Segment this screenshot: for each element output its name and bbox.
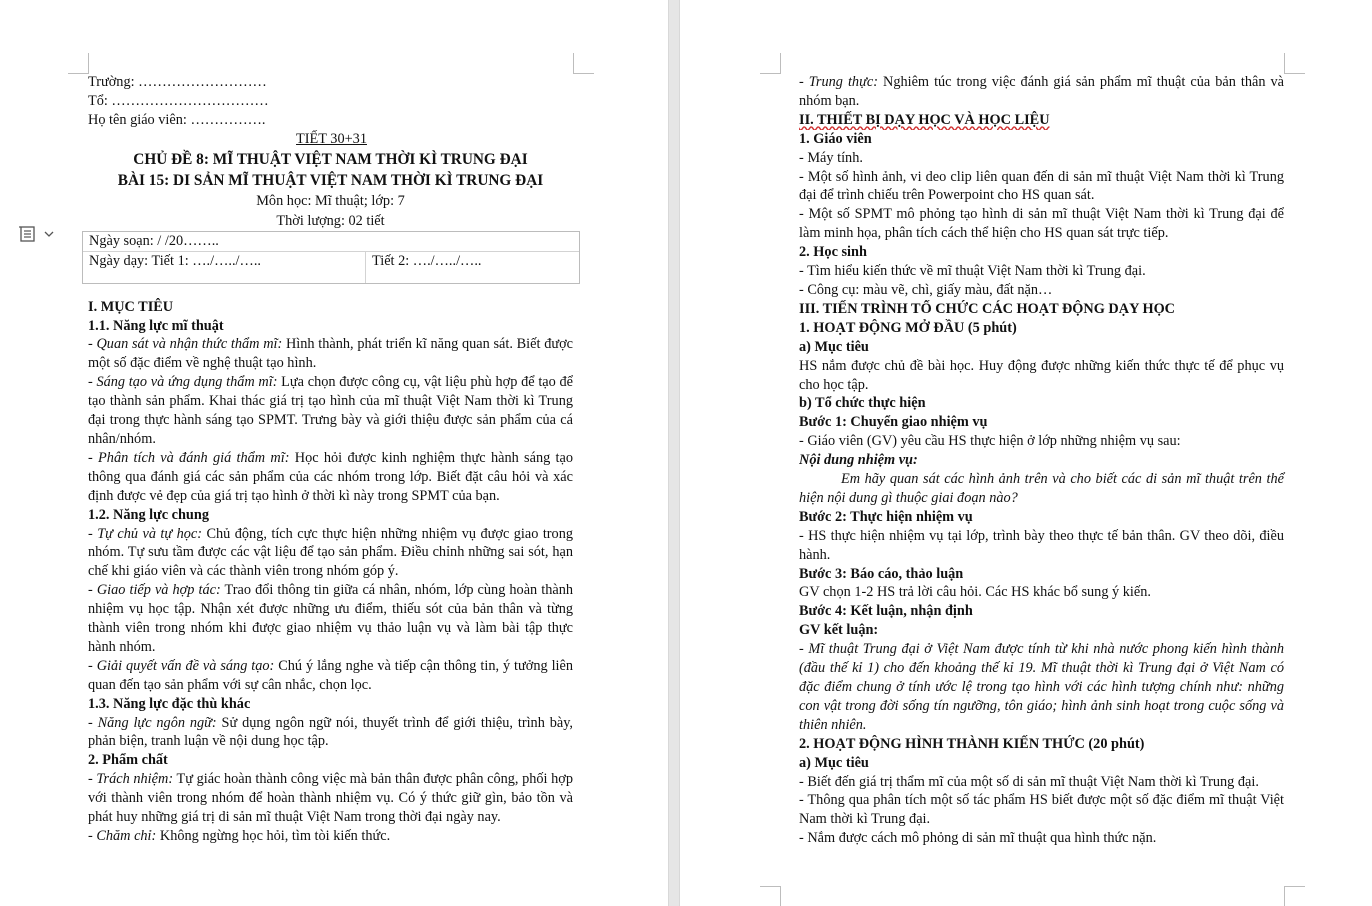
paragraph[interactable] xyxy=(88,770,573,827)
section-heading[interactable]: I. MỤC TIÊU xyxy=(88,298,174,315)
step-heading[interactable]: Bước 4: Kết luận, nhận định xyxy=(799,603,973,620)
paragraph[interactable] xyxy=(88,373,573,449)
paragraph-label: - Trung thực: xyxy=(799,74,878,90)
step-heading[interactable]: Bước 1: Chuyển giao nhiệm vụ xyxy=(799,414,988,431)
paragraph-text: Chú ý lắng nghe và tiếp cận thông tin, ý tưởng liên quan đến tạo sản phẩm với sự cân nhắc, chọn lọc. xyxy=(88,657,574,693)
paragraph-label: - Quan sát và nhận thức thẩm mĩ: xyxy=(88,336,283,353)
paragraph-label: - Trách nhiệm: xyxy=(88,771,174,788)
step-heading[interactable]: Bước 2: Thực hiện nhiệm vụ xyxy=(799,508,973,525)
date-table[interactable] xyxy=(82,231,580,284)
subsection-heading[interactable]: 1.1. Năng lực mĩ thuật xyxy=(88,317,224,334)
subject-line[interactable]: Môn học: Mĩ thuật; lớp: 7 xyxy=(256,192,405,209)
list-item[interactable]: - Công cụ: màu vẽ, chì, giấy màu, đất nặn… xyxy=(799,281,1053,298)
period2-cell[interactable]: Tiết 2: …./…../….. xyxy=(372,252,482,269)
teach-date-cell[interactable]: Ngày dạy: Tiết 1: …./…../….. xyxy=(83,252,366,283)
page-body xyxy=(799,73,1284,848)
paragraph-label: - Tự chủ và tự học: xyxy=(88,525,203,542)
paragraph[interactable]: GV chọn 1-2 HS trả lời câu hỏi. Các HS khác bổ sung ý kiến. xyxy=(799,584,1151,601)
list-item[interactable]: - Máy tính. xyxy=(799,149,863,166)
list-item[interactable]: - Một số SPMT mô phỏng tạo hình di sản mĩ thuật Việt Nam thời kì Trung đại để làm minh họa, phân tích cách thể hiện cho HS quan sát trực tiếp. xyxy=(799,206,1284,242)
crop-mark xyxy=(68,53,89,74)
paragraph-label: - Giao tiếp và hợp tác: xyxy=(88,582,221,599)
subsection-heading[interactable]: 1.3. Năng lực đặc thù khác xyxy=(88,695,251,712)
section-heading[interactable]: II. THIẾT BỊ DẠY HỌC VÀ HỌC LIỆU xyxy=(799,111,1050,128)
school-line[interactable]: Trường: ……………………… xyxy=(88,74,267,90)
page-separator xyxy=(668,0,680,906)
subsection-heading[interactable]: a) Mục tiêu xyxy=(799,754,869,771)
crop-mark xyxy=(760,53,781,74)
paragraph[interactable] xyxy=(88,581,573,657)
table-row xyxy=(83,251,579,283)
paragraph-label: - Sáng tạo và ứng dụng thẩm mĩ: xyxy=(88,374,278,391)
paragraph-text: Không ngừng học hỏi, tìm tòi kiến thức. xyxy=(156,828,391,844)
lesson-number[interactable]: TIẾT 30+31 xyxy=(296,130,367,147)
paragraph-text: Nghiêm túc trong việc đánh giá sản phẩm mĩ thuật của bản thân và nhóm bạn. xyxy=(799,74,1284,109)
paragraph-text: Tự giác hoàn thành công việc mà bản thân được phân công, phối hợp với thành viên trong nhóm để hoàn thành nhiệm vụ. Có ý thức giữ gìn, bảo tồn và phát huy những giá trị di sản mĩ thuật Việt Nam trong thời đại ngày nay. xyxy=(88,771,573,826)
table-layout-handle[interactable] xyxy=(18,222,66,246)
step-heading[interactable]: Bước 3: Báo cáo, thảo luận xyxy=(799,565,964,582)
task-label[interactable]: Nội dung nhiệm vụ: xyxy=(799,452,918,469)
paragraph[interactable]: HS nắm được chủ đề bài học. Huy động được những kiến thức thực tế để phục vụ cho học tập. xyxy=(799,357,1284,393)
paragraph[interactable]: - HS thực hiện nhiệm vụ tại lớp, trình bày theo thực tế bản thân. GV theo dõi, điều hành. xyxy=(799,527,1284,563)
topic-title[interactable]: CHỦ ĐỀ 8: MĨ THUẬT VIỆT NAM THỜI KÌ TRUNG ĐẠI xyxy=(133,150,528,168)
lesson-title[interactable]: BÀI 15: DI SẢN MĨ THUẬT VIỆT NAM THỜI KÌ TRUNG ĐẠI xyxy=(117,171,544,189)
list-item[interactable]: - Thông qua phân tích một số tác phẩm HS biết được một số đặc điểm mĩ thuật Việt Nam thời kì Trung đại. xyxy=(799,792,1284,828)
chevron-down-icon[interactable] xyxy=(44,229,54,239)
document-page-right xyxy=(680,0,1372,906)
list-item[interactable]: - Nắm được cách mô phỏng di sản mĩ thuật qua hình thức nặn. xyxy=(799,830,1157,847)
paragraph-text: Trao đổi thông tin giữa cá nhân, nhóm, lớp cùng hoàn thành nhiệm vụ học tập. Nhận xét được những ưu điểm, thiếu sót của bản thân và từng thành viên trong nhóm khi được giao nhiệm vụ thảo luận vụ và làm bài tập thực hành nhóm. xyxy=(88,582,574,655)
subsection-heading[interactable]: 2. Học sinh xyxy=(799,244,867,261)
task-text[interactable]: Em hãy quan sát các hình ảnh trên và cho biết các di sản mĩ thuật trên thể hiện nội dung gì thuộc giai đoạn nào? xyxy=(799,471,1284,506)
paragraph-label: - Năng lực ngôn ngữ: xyxy=(88,714,217,731)
page-body xyxy=(88,73,573,846)
teacher-line[interactable]: Họ tên giáo viên: ……………. xyxy=(88,111,266,128)
conclusion-text[interactable]: - Mĩ thuật Trung đại ở Việt Nam được tính từ khi nhà nước phong kiến hình thành (đầu thế kỉ 1) cho đến khoảng thế kỉ 19. Mĩ thuật thời kì Trung đại ở Việt Nam có đặc điểm chung ở tính ước lệ trong tạo hình với các hình tượng chính như: những con vật trong đời sống tín ngưỡng, tôn giáo; hình ảnh sinh hoạt trong cuộc sống và thiên nhiên. xyxy=(799,641,1284,733)
paragraph[interactable] xyxy=(88,525,573,582)
subsection-heading[interactable]: b) Tổ chức thực hiện xyxy=(799,395,926,412)
paragraph[interactable] xyxy=(88,335,573,373)
group-line[interactable]: Tổ: …………………………… xyxy=(88,92,269,109)
paragraph-text: Hình thành, phát triển kĩ năng quan sát. Biết được một số đặc điểm về nghệ thuật tạo hình. xyxy=(88,336,573,372)
crop-mark xyxy=(1284,53,1305,74)
activity-heading[interactable]: 2. HOẠT ĐỘNG HÌNH THÀNH KIẾN THỨC (20 phút) xyxy=(799,735,1145,752)
paragraph-text: Chủ động, tích cực thực hiện những nhiệm vụ được giao trong nhóm. Tự sưu tầm được các vật liệu để tạo sản phẩm. Điều chỉnh những sai sót, hạn chế khi giáo viên và các thành viên trong nhóm góp ý. xyxy=(88,525,573,580)
duration-line[interactable]: Thời lượng: 02 tiết xyxy=(276,212,385,229)
paragraph-text: Học hỏi được kinh nghiệm thực hành sáng tạo thông qua đánh giá các sản phẩm của các nhóm trong lớp. Biết đặt câu hỏi và xác định được vẻ đẹp của giá trị tạo hình ở thời kì này trong SPMT của bạn. xyxy=(88,449,574,504)
crop-mark xyxy=(573,53,594,74)
crop-mark xyxy=(760,886,781,906)
table-row xyxy=(83,232,579,251)
section-heading[interactable]: III. TIẾN TRÌNH TỔ CHỨC CÁC HOẠT ĐỘNG DẠY HỌC xyxy=(799,300,1176,317)
subsection-heading[interactable]: a) Mục tiêu xyxy=(799,338,869,355)
paragraph-label: - Chăm chỉ: xyxy=(88,828,157,844)
paragraph[interactable] xyxy=(88,657,573,695)
conclusion-label[interactable]: GV kết luận: xyxy=(799,622,879,639)
list-item[interactable]: - Một số hình ảnh, vi deo clip liên quan đến di sản mĩ thuật Việt Nam thời kì Trung đại để trình chiếu trên Powerpoint cho HS quan sát. xyxy=(799,168,1284,204)
paragraph[interactable] xyxy=(88,714,573,752)
paragraph[interactable] xyxy=(799,73,1284,111)
crop-mark xyxy=(1284,886,1305,906)
list-item[interactable]: - Biết đến giá trị thẩm mĩ của một số di sản mĩ thuật Việt Nam thời kì Trung đại. xyxy=(799,773,1259,790)
paragraph-label: - Giải quyết vấn đề và sáng tạo: xyxy=(88,657,275,674)
table-options-icon[interactable] xyxy=(18,225,38,243)
prep-date-cell[interactable]: Ngày soạn: / /20…….. xyxy=(89,232,219,249)
paragraph-label: - Phân tích và đánh giá thẩm mĩ: xyxy=(88,449,290,466)
subsection-heading[interactable]: 1.2. Năng lực chung xyxy=(88,506,209,523)
document-page-left xyxy=(0,0,668,906)
subsection-heading[interactable]: 1. Giáo viên xyxy=(799,130,872,147)
paragraph[interactable] xyxy=(88,827,573,846)
paragraph-text: Lựa chọn được công cụ, vật liệu phù hợp để tạo để tạo thành sản phẩm. Khai thác giá trị tạo hình của mĩ thuật Việt Nam thời kì Trung đại trong thực hành sáng tạo SPMT. Trưng bày và giới thiệu được sản phẩm của cá nhân/nhóm. xyxy=(88,374,573,447)
paragraph-text: Sử dụng ngôn ngữ nói, thuyết trình để giới thiệu, trình bày, phản biện, tranh luận về nội dung học tập. xyxy=(88,714,573,750)
paragraph[interactable]: - Giáo viên (GV) yêu cầu HS thực hiện ở lớp những nhiệm vụ sau: xyxy=(799,433,1181,450)
list-item[interactable]: - Tìm hiểu kiến thức về mĩ thuật Việt Nam thời kì Trung đại. xyxy=(799,263,1146,280)
paragraph[interactable] xyxy=(88,449,573,506)
activity-heading[interactable]: 1. HOẠT ĐỘNG MỞ ĐẦU (5 phút) xyxy=(799,319,1017,336)
subsection-heading[interactable]: 2. Phẩm chất xyxy=(88,752,168,769)
